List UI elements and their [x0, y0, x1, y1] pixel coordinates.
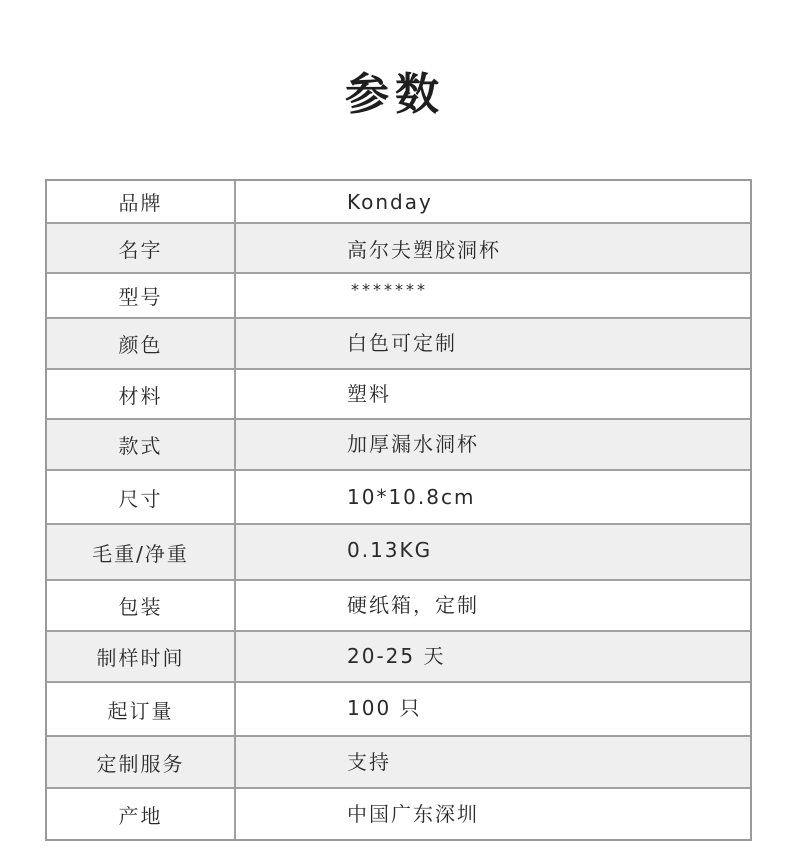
table-row: [47, 370, 750, 420]
spec-value-color: 白色可定制: [347, 331, 457, 355]
spec-value-model: *******: [351, 280, 428, 299]
spec-value-style: 加厚漏水洞杯: [347, 432, 479, 456]
spec-value-origin: 中国广东深圳: [347, 802, 479, 826]
spec-value-name: 高尔夫塑胶洞杯: [347, 238, 501, 262]
spec-value-size: 10*10.8cm: [347, 485, 476, 509]
spec-label-model: 型号: [47, 274, 236, 317]
spec-table: [45, 179, 752, 841]
spec-label-material: 材料: [47, 370, 236, 418]
table-row: [47, 274, 750, 319]
spec-label-brand: 品牌: [47, 181, 236, 222]
table-row: [47, 471, 750, 525]
table-row: [47, 632, 750, 683]
spec-label-weight: 毛重/净重: [47, 525, 236, 579]
table-row: [47, 319, 750, 370]
spec-label-origin: 产地: [47, 789, 236, 839]
spec-label-name: 名字: [47, 224, 236, 272]
page-title: 参数: [345, 69, 445, 120]
spec-label-size: 尺寸: [47, 471, 236, 523]
spec-value-material: 塑料: [347, 382, 391, 406]
spec-label-sample-time: 制样时间: [47, 632, 236, 681]
table-row: [47, 420, 750, 471]
spec-value-packaging: 硬纸箱，定制: [347, 593, 479, 617]
spec-label-style: 款式: [47, 420, 236, 469]
spec-label-color: 颜色: [47, 319, 236, 368]
table-row: [47, 683, 750, 737]
table-row: [47, 525, 750, 581]
table-row: [47, 181, 750, 224]
spec-label-packaging: 包装: [47, 581, 236, 630]
spec-label-custom-service: 定制服务: [47, 737, 236, 787]
table-row: [47, 789, 750, 839]
spec-value-brand: Konday: [347, 190, 433, 214]
spec-value-moq: 100 只: [347, 696, 422, 720]
spec-value-weight: 0.13KG: [347, 538, 433, 562]
spec-label-moq: 起订量: [47, 683, 236, 735]
spec-value-custom-service: 支持: [347, 750, 391, 774]
table-row: [47, 737, 750, 789]
table-row: [47, 581, 750, 632]
table-row: [47, 224, 750, 274]
spec-value-sample-time: 20-25 天: [347, 644, 446, 668]
